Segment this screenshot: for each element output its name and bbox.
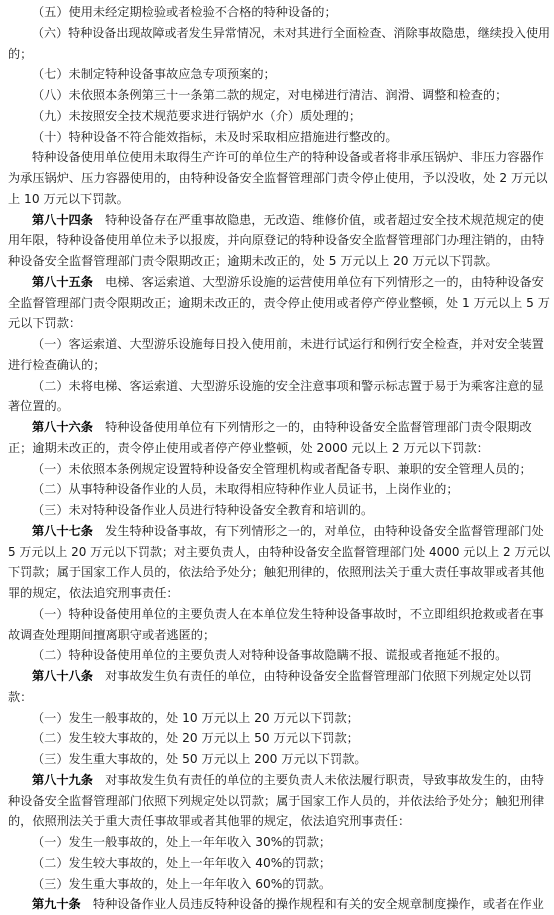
text-line [8, 627, 215, 643]
text-line [8, 585, 179, 601]
text-line [32, 772, 544, 788]
text-line [32, 710, 359, 726]
article-number: 第八十八条 [32, 669, 93, 683]
text-line [32, 647, 507, 663]
text-line [32, 66, 276, 82]
text-line [32, 461, 532, 477]
line-text: （六）特种设备出现故障或者发生异常情况，未对其进行全面检查、消除事故隐患，继续投入使用 [32, 25, 551, 40]
line-text: 种设备安全监督管理部门依照下列规定处以罚款；属于国家工作人员的，并依法给予处分；触犯刑律 [8, 793, 545, 808]
line-text: 进行检查确认的； [8, 357, 106, 372]
text-line [32, 25, 550, 41]
line-text: 上 10 万元以下罚款。 [8, 191, 129, 206]
text-line [8, 813, 410, 829]
line-text: （八）未依照本条例第三十一条第二款的规定，对电梯进行清洁、润滑、调整和检查的； [32, 88, 508, 102]
line-text: 5 万元以上 20 万元以下罚款；对主要负责人，由特种设备安全监督管理部门处 4000 元以上 2 万元以 [8, 544, 551, 559]
line-text: （九）未按照安全技术规范要求进行锅炉水（介）质处理的； [32, 108, 362, 123]
line-text: （三）未对特种设备作业人员进行特种设备安全教育和培训的。 [32, 503, 374, 517]
line-text: （一）发生一般事故的，处上一年年收入 30%的罚款； [32, 835, 332, 849]
line-text: 正；逾期未改正的，责令停止使用或者停产停业整顿，处 2000 元以上 2 万元以下罚款： [8, 440, 489, 455]
line-text: 种设备安全监督管理部门责令限期改正；逾期未改正的，处 5 万元以上 20 万元以下罚款。 [8, 254, 498, 268]
line-text: （一）发生一般事故的，处 10 万元以上 20 万元以下罚款； [32, 710, 359, 725]
line-text: 用年限，特种设备使用单位未予以报废，并向原登记的特种设备安全监督管理部门办理注销的，由特 [8, 233, 545, 248]
text-line [32, 87, 507, 103]
line-text: （一）未依照本条例规定设置特种设备安全管理机构或者配备专职、兼职的安全管理人员的； [32, 461, 532, 476]
line-text: 下罚款；属于国家工作人员的，依法给予处分；触犯刑律的，依照刑法关于重大责任事故罪或者其他 [8, 565, 545, 580]
text-line [32, 149, 544, 165]
line-text: 特种设备使用单位有下列情形之一的，由特种设备安全监督管理部门责令限期改 [92, 420, 532, 434]
line-text: 的，依照刑法关于重大责任事故罪或者其他罪的规定，依法追究刑事责任： [8, 814, 411, 829]
line-text: 特种设备使用单位使用未取得生产许可的单位生产的特种设备或者将非承压锅炉、非压力容器作 [32, 150, 544, 165]
text-line [8, 440, 489, 456]
text-line [32, 855, 331, 871]
line-text: 罪的规定，依法追究刑事责任： [8, 586, 179, 600]
line-text: 元以下罚款： [8, 316, 82, 331]
article-number: 第八十五条 [32, 274, 93, 289]
text-line [8, 253, 498, 269]
line-text: （二）未将电梯、客运索道、大型游乐设施的安全注意事项和警示标志置于易于为乘客注意的显 [32, 378, 544, 393]
line-text: 对事故发生负有责任的单位的主要负责人未依法履行职责，导致事故发生的，由特 [92, 772, 544, 787]
line-text: （五）使用未经定期检验或者检验不合格的特种设备的； [32, 5, 337, 19]
line-text: 特种设备存在严重事故隐患，无改造、维修价值，或者超过安全技术规范规定的使 [92, 212, 544, 227]
article-number: 第八十七条 [32, 523, 93, 538]
text-line [32, 502, 373, 518]
line-text: （十）特种设备不符合能效指标，未及时采取相应措施进行整改的。 [32, 129, 398, 144]
line-text: 电梯、客运索道、大型游乐设施的运营使用单位有下列情形之一的，由特种设备安 [92, 274, 544, 289]
text-line [32, 606, 544, 622]
line-text: （一）特种设备使用单位的主要负责人在本单位发生特种设备事故时，不立即组织抢救或者在事 [32, 606, 544, 621]
text-line [8, 170, 548, 186]
line-text: 全监督管理部门责令限期改正；逾期未改正的，责令停止使用或者停产停业整顿，处 1 万元以上 5 万 [8, 295, 550, 310]
text-line [32, 834, 331, 850]
text-line [32, 481, 459, 497]
line-text: （二）从事特种设备作业的人员，未取得相应特种作业人员证书，上岗作业的； [32, 482, 459, 497]
line-text: 款： [8, 689, 33, 704]
text-line [32, 876, 331, 892]
line-text: 特种设备作业人员违反特种设备的操作规程和有关的安全规章制度操作，或者在作业 [80, 897, 544, 912]
text-line [32, 751, 367, 767]
line-text: 对事故发生负有责任的单位，由特种设备安全监督管理部门依照下列规定处以罚 [92, 669, 532, 683]
text-line [32, 212, 544, 228]
line-text: （一）客运索道、大型游乐设施每日投入使用前，未进行试运行和例行安全检查，并对安全装置 [32, 337, 544, 351]
line-text: 为承压锅炉、压力容器使用的，由特种设备安全监督管理部门责令停止使用，予以没收，处 2 万元以 [8, 171, 548, 185]
text-line [32, 419, 532, 435]
text-line [32, 336, 544, 352]
text-line [8, 357, 106, 373]
line-text: （七）未制定特种设备事故应急专项预案的； [32, 67, 276, 82]
text-line [8, 544, 550, 560]
text-line [8, 793, 544, 809]
line-text: （三）发生重大事故的，处 50 万元以上 200 万元以下罚款。 [32, 752, 367, 766]
text-line [32, 730, 359, 746]
text-line [8, 232, 544, 248]
line-text: （二）发生较大事故的，处 20 万元以上 50 万元以下罚款； [32, 731, 359, 746]
text-line [32, 896, 544, 912]
text-line [8, 191, 129, 207]
line-text: 的； [8, 46, 33, 61]
text-line [32, 378, 544, 394]
line-text: （三）发生重大事故的，处上一年年收入 60%的罚款。 [32, 876, 332, 891]
text-line [32, 4, 337, 20]
line-text: （二）发生较大事故的，处上一年年收入 40%的罚款； [32, 855, 332, 870]
line-text: 故调查处理期间擅离职守或者逃匿的； [8, 627, 216, 642]
text-line [32, 274, 544, 290]
article-number: 第八十九条 [32, 772, 93, 787]
article-number: 第八十六条 [32, 420, 93, 434]
line-text: 著位置的。 [8, 399, 69, 414]
text-line [32, 523, 544, 539]
text-line [32, 129, 398, 145]
text-line [32, 108, 361, 124]
line-text: 发生特种设备事故，有下列情形之一的，对单位，由特种设备安全监督管理部门处 [92, 523, 544, 538]
text-line [8, 295, 550, 311]
text-line [32, 668, 532, 684]
text-line [8, 564, 544, 580]
text-line [8, 46, 32, 62]
line-text: （二）特种设备使用单位的主要负责人对特种设备事故隐瞒不报、谎报或者拖延不报的。 [32, 648, 508, 663]
text-line [8, 689, 32, 705]
text-line [8, 315, 81, 331]
text-line [8, 398, 69, 414]
article-number: 第九十条 [32, 897, 81, 912]
article-number: 第八十四条 [32, 212, 93, 227]
